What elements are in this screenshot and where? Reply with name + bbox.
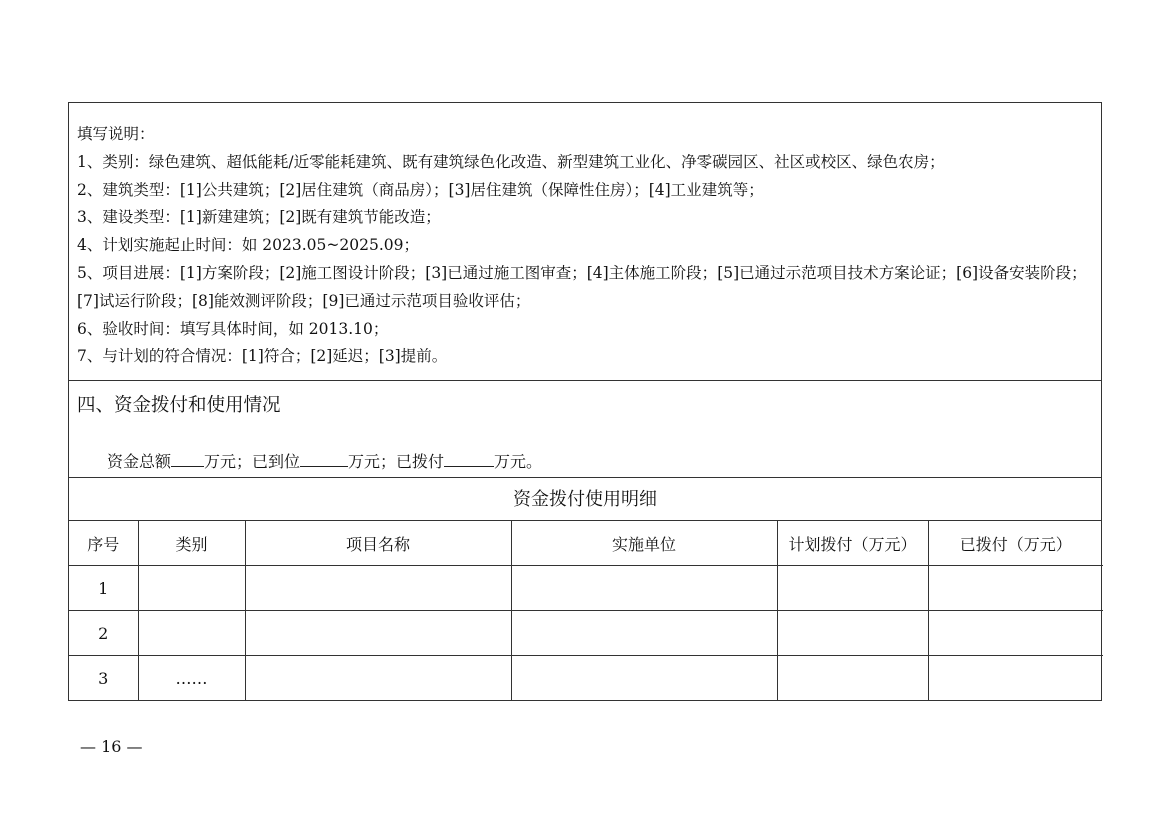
table-row (69, 656, 1103, 701)
unit-label: 万元；已拨付 (348, 452, 445, 471)
total-label: 资金总额 (107, 452, 172, 471)
section-title: 四、资金拨付和使用情况 (77, 395, 281, 416)
arrived-amount-field[interactable] (300, 452, 348, 467)
column-header: 计划拨付（万元） (777, 521, 928, 566)
instruction-item: 3、建设类型：[1]新建建筑；[2]既有建筑节能改造； (77, 208, 441, 227)
table-cell[interactable]: …… (138, 656, 245, 701)
table-cell[interactable] (138, 611, 245, 656)
table-cell: 2 (69, 611, 138, 656)
table-cell[interactable] (511, 566, 777, 611)
instruction-item: 6、验收时间：填写具体时间，如 2013.10； (77, 319, 389, 338)
column-header: 项目名称 (245, 521, 511, 566)
column-header: 实施单位 (511, 521, 777, 566)
unit-label: 万元；已到位 (204, 452, 301, 471)
table-cell[interactable] (138, 566, 245, 611)
instruction-item: 4、计划实施起止时间：如 2023.05~2025.09； (77, 236, 419, 255)
instructions-block (69, 103, 1101, 381)
column-header: 已拨付（万元） (928, 521, 1103, 566)
form-sheet (68, 102, 1102, 701)
table-cell[interactable] (928, 656, 1103, 701)
table-cell[interactable] (245, 656, 511, 701)
table-cell: 1 (69, 566, 138, 611)
detail-table-title: 资金拨付使用明细 (69, 478, 1101, 521)
table-cell[interactable] (777, 566, 928, 611)
total-amount-field[interactable] (171, 452, 204, 467)
table-cell[interactable] (777, 611, 928, 656)
table-header-row (69, 521, 1103, 566)
table-cell[interactable] (245, 566, 511, 611)
table-cell: 3 (69, 656, 138, 701)
instruction-item: 5、项目进展：[1]方案阶段；[2]施工图设计阶段；[3]已通过施工图审查；[4]主体施工阶段；[5]已通过示范项目技术方案论证；[6]设备安装阶段；[7]试运行阶段；[8]能效测评阶段；[9]已通过示范项目验收评估； (77, 263, 1087, 310)
instruction-item: 7、与计划的符合情况：[1]符合；[2]延迟；[3]提前。 (77, 347, 448, 366)
table-row (69, 611, 1103, 656)
funding-detail-table (69, 521, 1103, 700)
unit-label: 万元。 (494, 452, 543, 471)
page-number: — 16 — (80, 737, 143, 756)
table-row (69, 566, 1103, 611)
table-cell[interactable] (928, 566, 1103, 611)
column-header: 序号 (69, 521, 138, 566)
table-cell[interactable] (928, 611, 1103, 656)
funding-section (69, 381, 1101, 478)
column-header: 类别 (138, 521, 245, 566)
funding-summary (107, 449, 542, 472)
table-cell[interactable] (511, 611, 777, 656)
instruction-item: 2、建筑类型：[1]公共建筑；[2]居住建筑（商品房）；[3]居住建筑（保障性住房）；[4]工业建筑等； (77, 180, 764, 199)
table-cell[interactable] (511, 656, 777, 701)
table-cell[interactable] (245, 611, 511, 656)
instructions-heading: 填写说明： (77, 125, 155, 143)
instruction-item: 1、类别：绿色建筑、超低能耗/近零能耗建筑、既有建筑绿色化改造、新型建筑工业化、净零碳园区、社区或校区、绿色农房； (77, 152, 945, 171)
disbursed-amount-field[interactable] (444, 452, 494, 467)
table-cell[interactable] (777, 656, 928, 701)
